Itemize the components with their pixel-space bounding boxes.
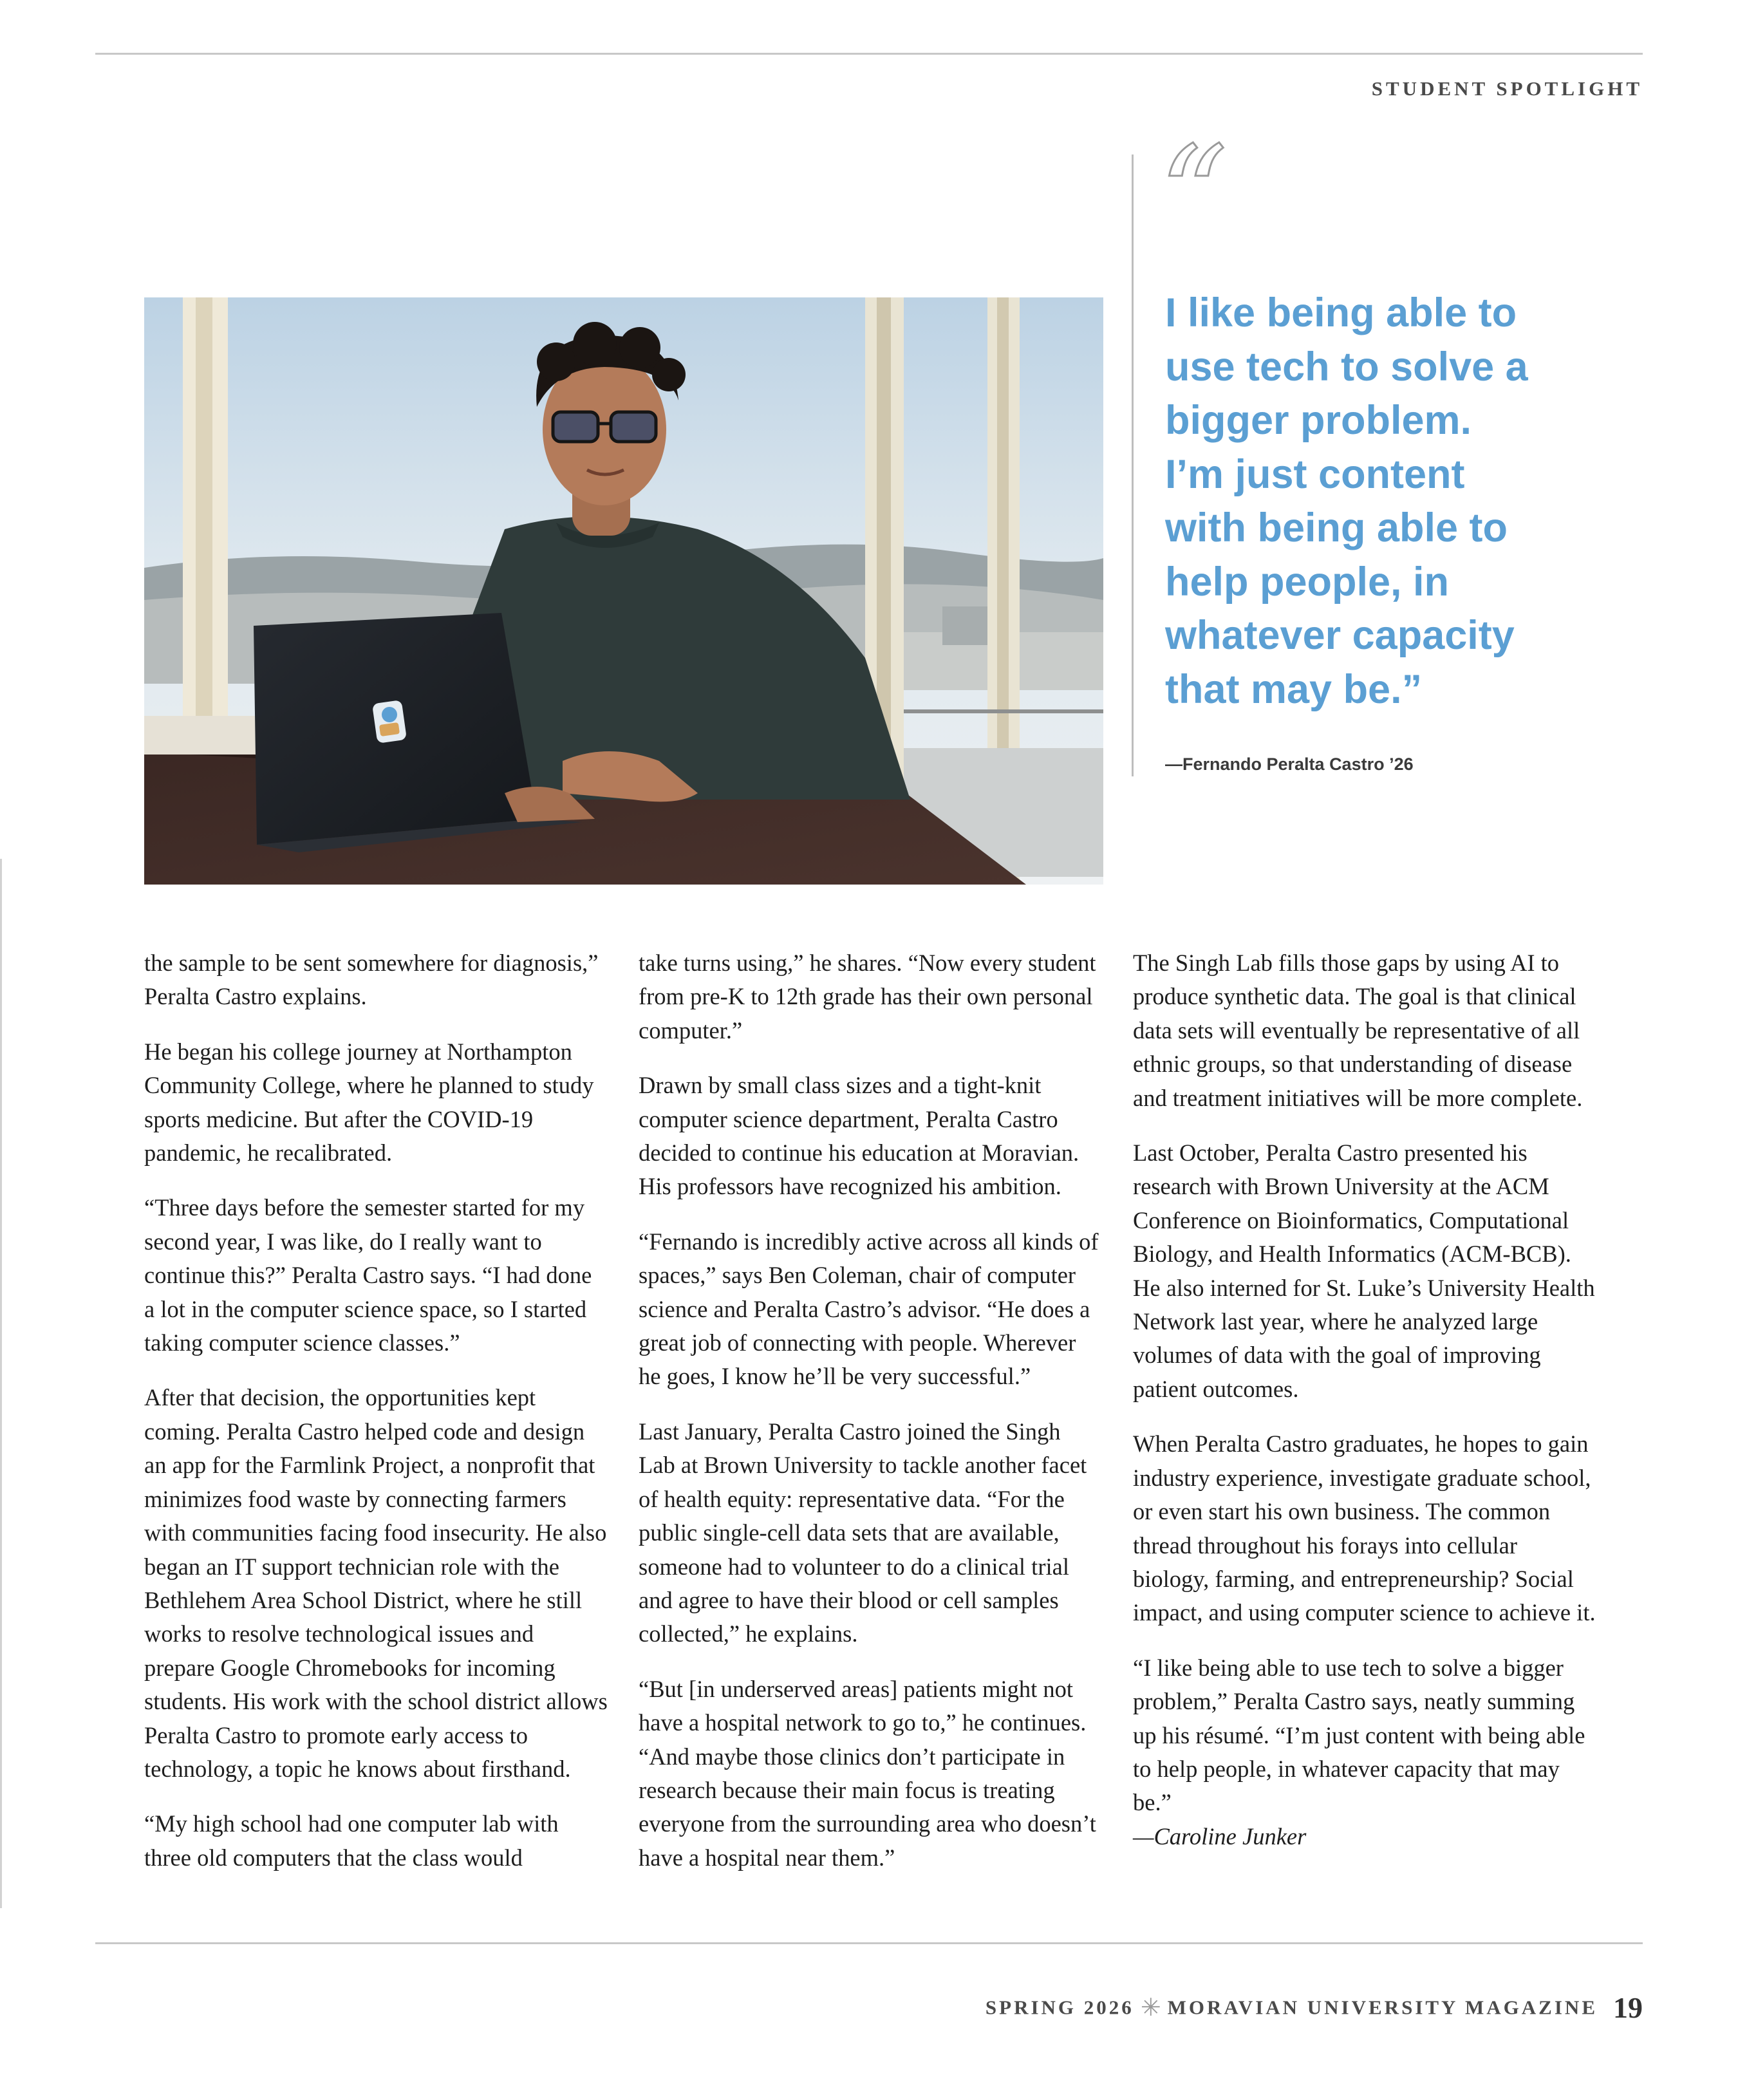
page-number: 19 xyxy=(1613,1991,1643,2024)
article-column-2 xyxy=(639,946,1102,1896)
paragraph: “Fernando is incredibly active across all kinds of spaces,” says Ben Coleman, chair of computer science and Peralta Castro’s advisor. “He does a great job of connecting with people. Wherever he goes, I know he’ll be very successful.” xyxy=(639,1228,1099,1390)
paragraph: Drawn by small class sizes and a tight-knit computer science department, Peralta Castro decided to continue his education at Moravian. His professors have recognized his ambition. xyxy=(639,1072,1079,1200)
paragraph: “My high school had one computer lab with three old computers that the class would xyxy=(144,1810,559,1871)
star-icon: ✳ xyxy=(1140,1994,1161,2021)
footer-magazine: MORAVIAN UNIVERSITY MAGAZINE xyxy=(1167,1996,1598,2019)
article-column-3 xyxy=(1133,946,1596,1853)
pull-quote-line: bigger problem. xyxy=(1165,398,1472,443)
student-photo xyxy=(144,297,1103,885)
pull-quote-line: I’m just content xyxy=(1165,451,1465,497)
quote-attribution: —Fernando Peralta Castro ’26 xyxy=(1165,755,1414,774)
paragraph: When Peralta Castro graduates, he hopes to gain industry experience, investigate graduate school, or even start his own business. The common thread throughout his forays into cellular biology, farming, and entrepreneurship? Social impact, and using computer science to achieve it. xyxy=(1133,1430,1596,1626)
pull-quote-line: use tech to solve a xyxy=(1165,344,1528,389)
footer-season: SPRING 2026 xyxy=(985,1996,1134,2019)
bottom-rule xyxy=(95,1942,1643,1944)
laptop-sticker-icon xyxy=(372,700,407,744)
pull-quote-line: that may be.” xyxy=(1165,666,1423,712)
paragraph: “Three days before the semester started for my second year, I was like, do I really want to continue this?” Peralta Castro says. “I had done a lot in the computer science space, so I started taking computer science classes.” xyxy=(144,1194,592,1356)
paragraph: Last January, Peralta Castro joined the Singh Lab at Brown University to tackle another facet of health equity: representative data. “For the public single-cell data sets that are available, someone had to volunteer to do a clinical trial and agree to have their blood or cell samples collected,” he explains. xyxy=(639,1418,1087,1647)
paragraph: “I like being able to use tech to solve a bigger problem,” Peralta Castro says, neatly summing up his résumé. “I’m just content with being able to help people, in whatever capacity that may be.” xyxy=(1133,1654,1585,1816)
quote-mark-icon: “ xyxy=(1159,117,1228,275)
paragraph: take turns using,” he shares. “Now every student from pre-K to 12th grade has their own personal computer.” xyxy=(639,950,1096,1044)
paragraph: The Singh Lab fills those gaps by using AI to produce synthetic data. The goal is that clinical data sets will eventually be representative of all ethnic groups, so that understanding of disease and treatment initiatives will be more complete. xyxy=(1133,950,1583,1111)
pull-quote-line: I like being able to xyxy=(1165,290,1517,335)
page-edge-mark xyxy=(0,859,2,1908)
quote-divider xyxy=(1132,155,1134,776)
paragraph: After that decision, the opportunities kept coming. Peralta Castro helped code and design an app for the Farmlink Project, a nonprofit that minimizes food waste by connecting farmers with communities facing food insecurity. He also began an IT support technician role with the Bethlehem Area School District, where he still works to resolve technological issues and prepare Google Chromebooks for incoming students. His work with the school district allows Peralta Castro to promote early access to technology, a topic he knows about firsthand. xyxy=(144,1384,608,1782)
pull-quote-line: with being able to xyxy=(1165,505,1508,550)
paragraph: Last October, Peralta Castro presented his research with Brown University at the ACM Conference on Bioinformatics, Computational Biology, and Health Informatics (ACM-BCB). He also interned for St. Luke’s University Health Network last year, where he analyzed large volumes of data with the goal of improving patient outcomes. xyxy=(1133,1139,1595,1402)
pull-quote xyxy=(1165,286,1629,717)
section-label: STUDENT SPOTLIGHT xyxy=(1371,77,1643,100)
paragraph: the sample to be sent somewhere for diagnosis,” Peralta Castro explains. xyxy=(144,950,599,1010)
pull-quote-line: help people, in xyxy=(1165,559,1450,605)
page-footer xyxy=(986,1991,1643,2025)
byline: —Caroline Junker xyxy=(1133,1823,1307,1850)
top-rule xyxy=(95,53,1643,55)
paragraph: “But [in underserved areas] patients might not have a hospital network to go to,” he continues. “And maybe those clinics don’t participate in research because their main focus is treating everyone from the surrounding area who doesn’t have a hospital near them.” xyxy=(639,1675,1096,1871)
pull-quote-line: whatever capacity xyxy=(1165,613,1515,658)
article-column-1 xyxy=(144,946,608,1896)
paragraph: He began his college journey at Northampton Community College, where he planned to study sports medicine. But after the COVID-19 pandemic, he recalibrated. xyxy=(144,1038,594,1167)
